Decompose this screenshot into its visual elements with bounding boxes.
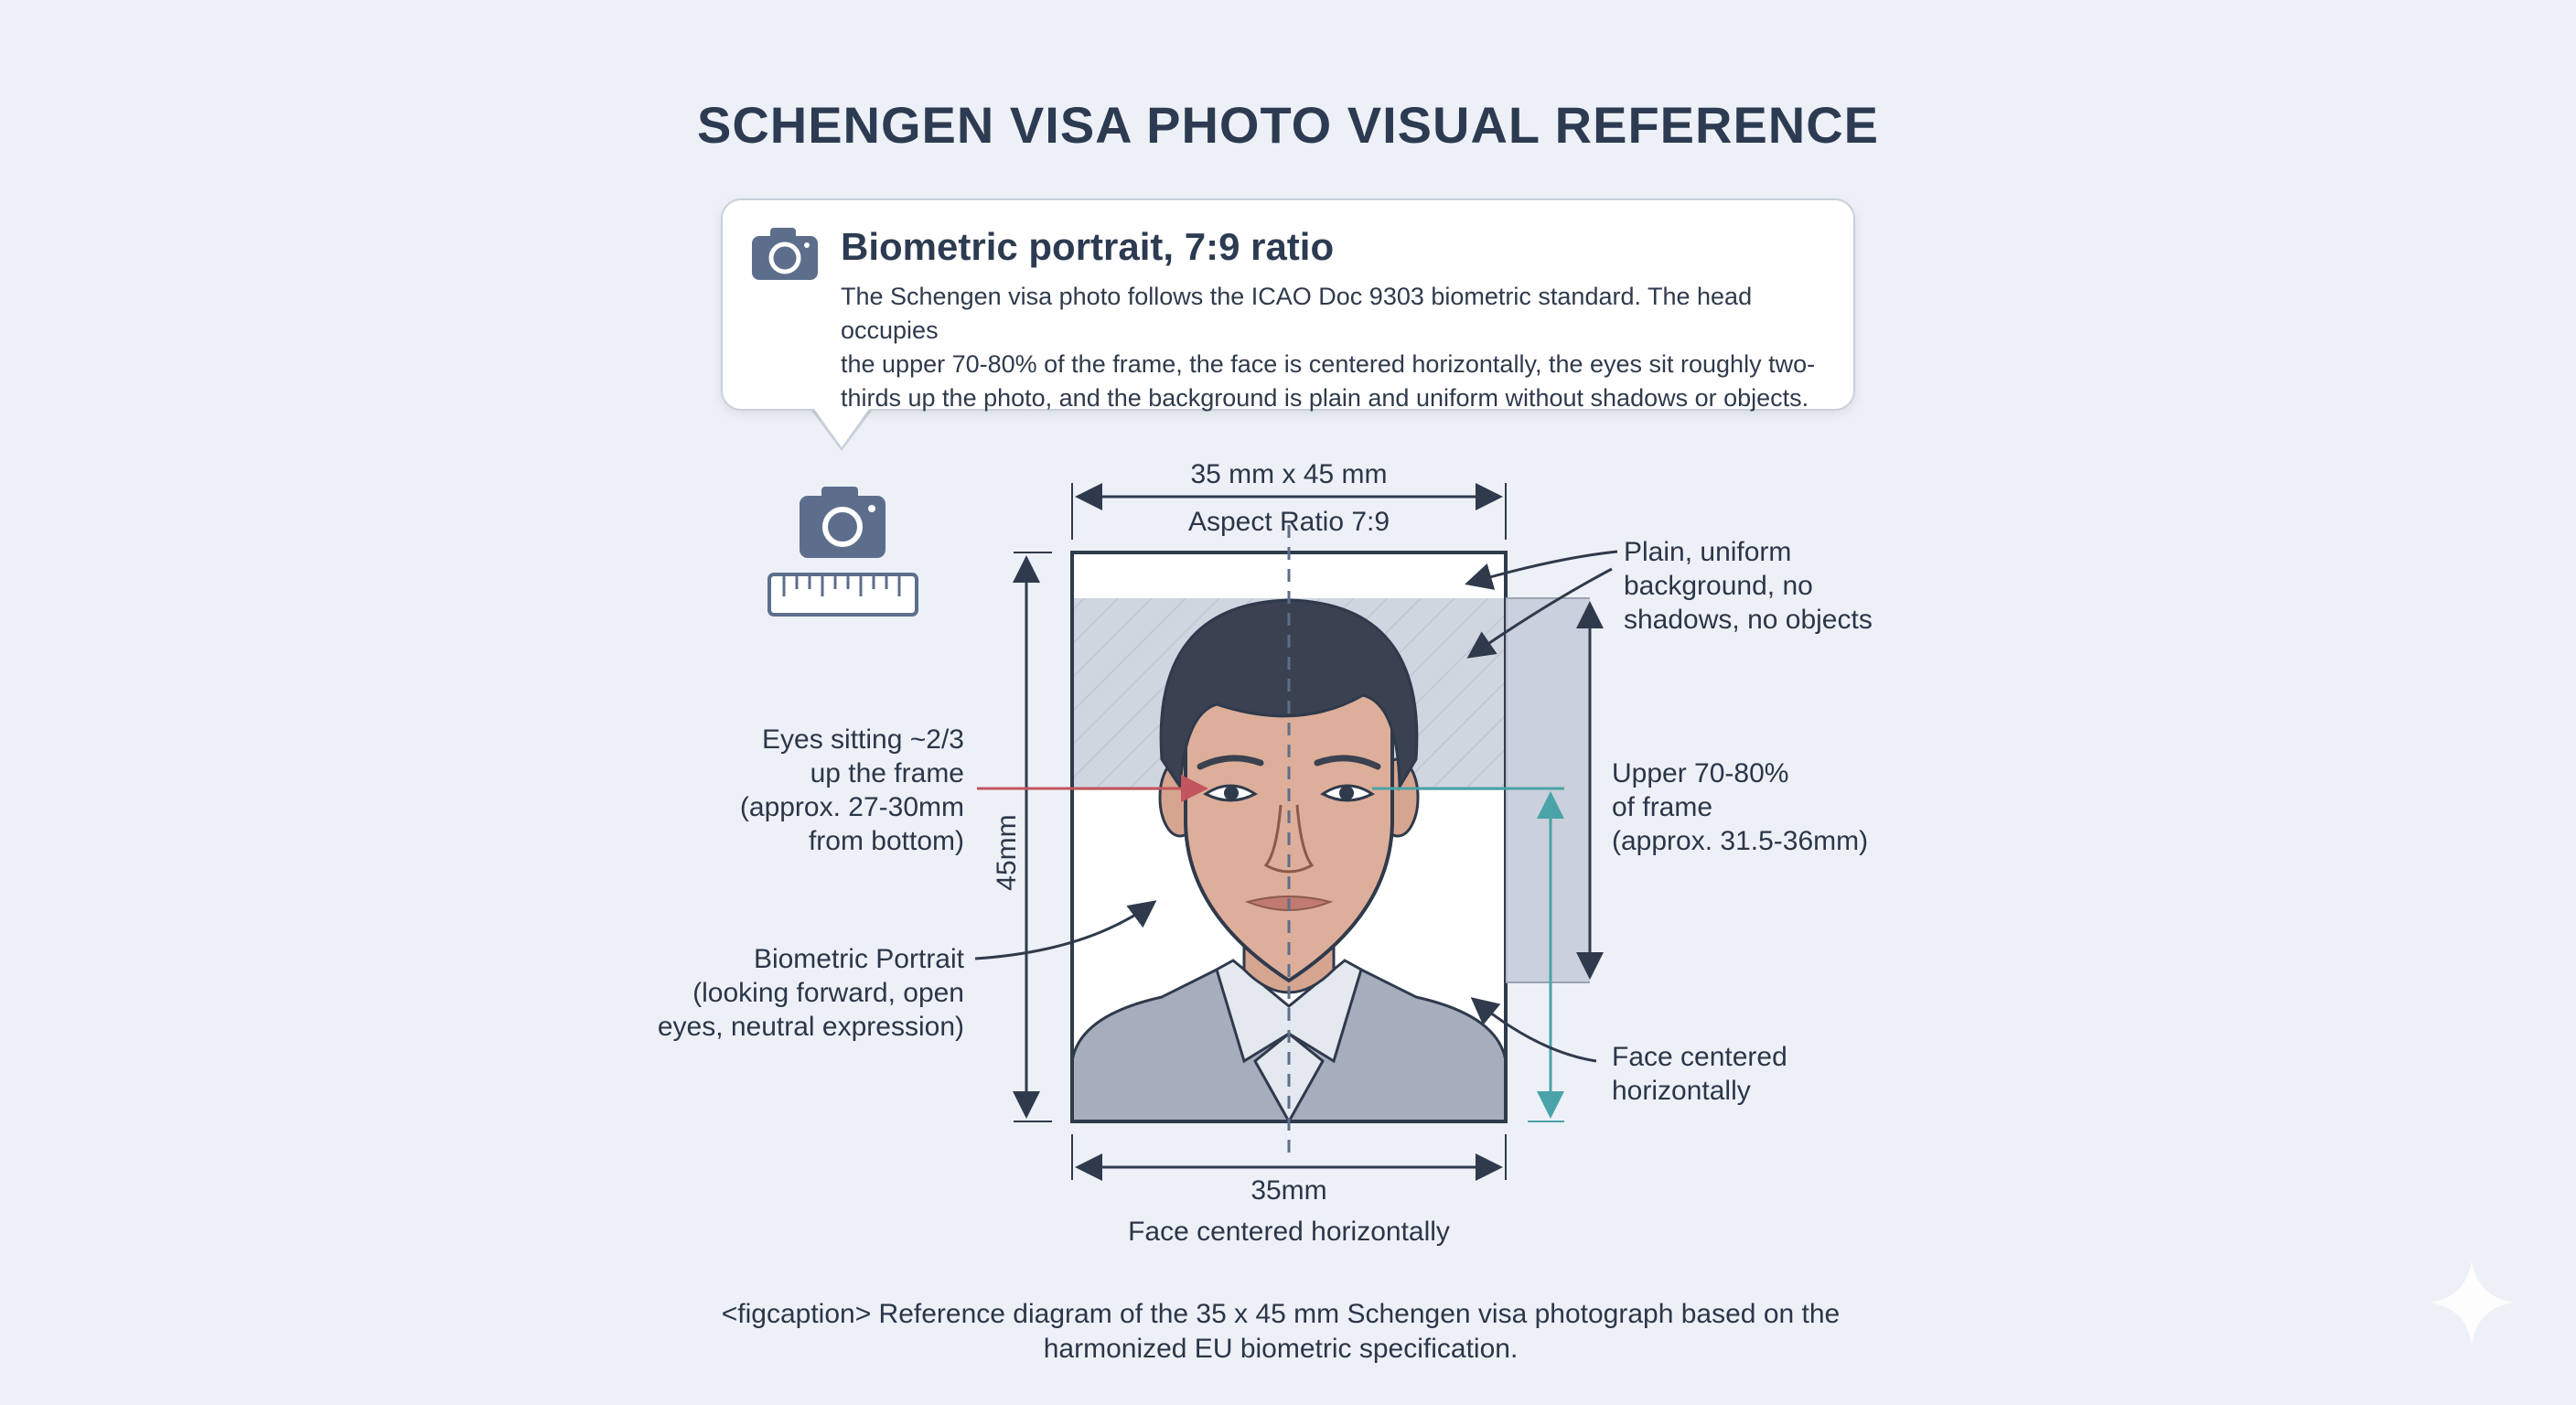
aspect-ratio-label: Aspect Ratio 7:9 (1187, 507, 1390, 537)
card-body-line: The Schengen visa photo follows the ICAO Doc 9303 biometric standard. The head occupies (841, 283, 1753, 344)
annotation-line: Plain, uniform (1624, 537, 1792, 567)
figcaption (640, 1297, 1921, 1367)
annotation-face-centered (1612, 1040, 1787, 1108)
page-title: SCHENGEN VISA PHOTO VISUAL REFERENCE (696, 96, 1880, 154)
annotation-line: Biometric Portrait (753, 944, 964, 974)
annotation-line: eyes, neutral expression) (657, 1012, 964, 1042)
annotation-portrait (598, 942, 964, 1044)
upper-zone-band (1506, 598, 1590, 982)
annotation-line: background, no (1624, 571, 1813, 601)
figcaption-line: harmonized EU biometric specification. (1043, 1334, 1519, 1364)
annotation-line: (looking forward, open (692, 978, 964, 1008)
camera-icon (800, 487, 886, 558)
annotation-line: up the frame (810, 758, 964, 788)
card-heading: Biometric portrait, 7:9 ratio (841, 225, 1335, 268)
bottom-caption: Face centered horizontally (1128, 1217, 1450, 1247)
annotation-line: from bottom) (808, 826, 964, 856)
annotation-line: (approx. 31.5-36mm) (1612, 826, 1869, 856)
annotation-line: Upper 70-80% (1612, 758, 1789, 788)
annotation-line: shadows, no objects (1624, 605, 1873, 635)
annotation-line: Eyes sitting ~2/3 (762, 724, 964, 755)
annotation-background (1624, 535, 1873, 637)
annotation-line: (approx. 27-30mm (739, 792, 964, 822)
annotation-line: of frame (1612, 792, 1713, 822)
width-label: 35mm (1250, 1175, 1327, 1206)
annotation-eyes (598, 723, 964, 858)
sparkle-icon (2426, 1257, 2517, 1353)
annotation-line: Face centered (1612, 1042, 1787, 1072)
card-body-line: the upper 70-80% of the frame, the face is centered horizontally, the eyes sit roughly two- (841, 350, 1816, 378)
dimension-top-label: 35 mm x 45 mm (1190, 459, 1388, 489)
annotation-upper (1612, 756, 1868, 858)
card-body-line: thirds up the photo, and the background is plain and uniform without shadows or objects. (841, 384, 1809, 412)
annotation-line: horizontally (1612, 1076, 1751, 1106)
figcaption-line: <figcaption> Reference diagram of the 35 x 45 mm Schengen visa photograph based on the (721, 1299, 1841, 1329)
height-label: 45mm (992, 814, 1022, 891)
ruler-icon (769, 574, 917, 615)
